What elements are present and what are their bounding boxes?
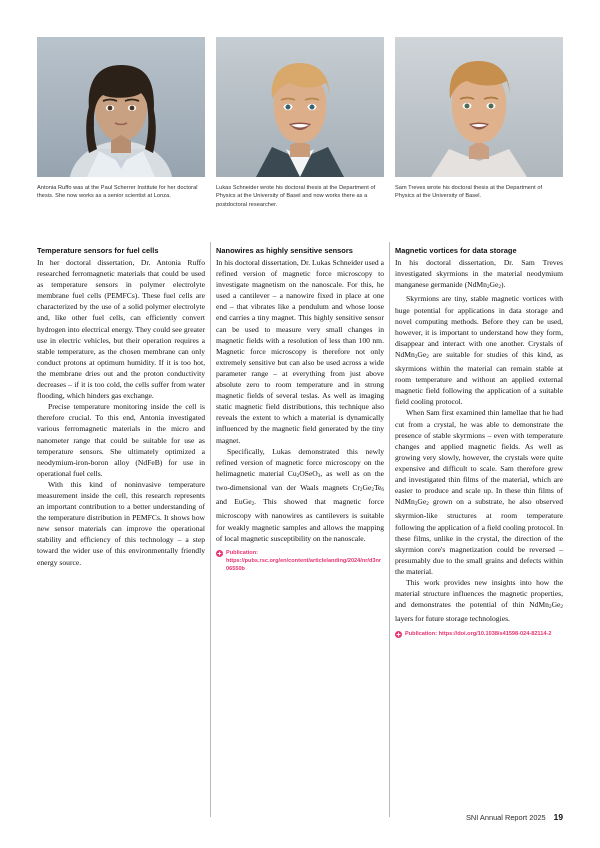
article-column-nanowires [216, 246, 384, 638]
article-paragraph: Skyrmions are tiny, stable magnetic vortices with huge potential for applications in data storage and novel computing methods. Before they can be used, however, it is important to understand how they form, disappear and interact with one another. Crystals of $NdMn_2Ge_2$ are suitable for studies of this kind, as skyrmions within the material can remain stable at room temperature and without an applied external magnetic field following the application of a suitable field cooling protocol. [395, 294, 563, 407]
page-footer [466, 812, 563, 822]
portrait-photo-lukas-schneider [216, 37, 384, 177]
photo-caption: Antonia Ruffo was at the Paul Scherrer Institute for her doctoral thesis. She now works as a senior scientist at Lonza. [37, 185, 198, 200]
article-heading: Magnetic vortices for data storage [395, 246, 517, 255]
article-paragraph: Specifically, Lukas demonstrated this newly refined version of magnetic force microscopy on the helimagnetic material $Cu_2OSeO_3$, as well as on the two-dimensional van der Waals magnets $Cr_2Ge_2Te_6$ and EuGe$_2$. This showed that magnetic force microscopy with nanowires as cantilevers is suitable for weakly magnetic samples and allows the mapping of local magnetic susceptibility on the nanoscale. [216, 446, 384, 543]
portrait-block-sam-treves [395, 37, 563, 209]
article-paragraph: In her doctoral dissertation, Dr. Antonia Ruffo researched ferromagnetic materials that could be used as temperature sensors in polymer electrolyte membrane fuel cells (PEMFCs). These fuel cells are characterized by the use of a solid polymer electrolyte and, like other fuel cells, can efficiently convert hydrogen into electrical energy. They could see greater use in electric vehicles, but their operation requires a stable temperature, as the chosen membrane can only conduct protons at optimum humidity. If it is too hot, the membrane dries out and the proton conductivity decreases – if it is too cold, the cells suffer from water flooding, which hinders gas exchange. [37, 258, 205, 401]
publication-link-nanowires[interactable] [216, 549, 384, 574]
portrait-photo-sam-treves [395, 37, 563, 177]
portrait-block-lukas-schneider [216, 37, 384, 209]
article-paragraph: This work provides new insights into how the material structure influences the magnetic properties, and demonstrates the potential of thin $NdMn_2Ge_2$ layers for future storage technologies. [395, 578, 563, 624]
article-paragraph: With this kind of noninvasive temperature measurement inside the cell, this research represents an important contribution to a better understanding of the temperature distribution in PEMFCs. It shows how new sensor materials can improve the operational stability and efficiency of this technology – a step toward the wider use of this environmentally friendly energy source. [37, 479, 205, 567]
photo-caption: Sam Treves wrote his doctoral thesis at the Department of Physics at the University of Basel. [395, 185, 543, 200]
plus-circle-icon [395, 631, 402, 638]
article-paragraph: In his doctoral dissertation, Dr. Lukas Schneider used a refined version of magnetic force microscopy to investigate magnetism on the nanoscale. For this, he used a cantilever – a nanowire fixed in place at one end – that vibrates like a pendulum and whose loose end carries a tiny magnet. This highly sensitive sensor can be used to measure very small changes in magnetic fields with a resolution of less than 100 nm. Magnetic force microscopy is therefore not only extremely sensitive but can also be used across a wide parameter range – at everything from just above absolute zero to room temperature and in strong magnetic fields of several teslas. As well as imaging static magnetic field distributions, this technique also reveals the extent to which a material is dynamically influenced by the magnetic field generated by the tiny magnet. [216, 258, 384, 445]
article-heading: Temperature sensors for fuel cells [37, 246, 159, 255]
article-column-magnetic-vortices [395, 246, 563, 638]
publication-link-magnetic-vortices[interactable] [395, 630, 563, 638]
photo-caption: Lukas Schneider wrote his doctoral thesis at the Department of Physics at the University of Basel and now works there as a postdoctoral researcher. [216, 185, 376, 208]
portrait-photo-row [37, 37, 563, 209]
article-heading: Nanowires as highly sensitive sensors [216, 246, 353, 255]
plus-circle-icon [216, 550, 223, 557]
publication-text[interactable]: Publication: https://doi.org/10.1038/s41598-024-82114-2 [405, 630, 552, 637]
publication-text[interactable]: Publication: https://pubs.rsc.org/en/content/articlelanding/2024/nr/d3nr06550b [226, 549, 382, 573]
portrait-block-antonia-ruffo [37, 37, 205, 209]
article-columns [37, 246, 563, 638]
footer-title: SNI Annual Report 2025 [465, 813, 546, 822]
article-paragraph: In his doctoral dissertation, Dr. Sam Treves investigated skyrmions in the material neodymium manganese germanide $(NdMn_2Ge_2)$. [395, 258, 563, 291]
portrait-photo-antonia-ruffo [37, 37, 205, 177]
article-column-temperature-sensors [37, 246, 205, 638]
article-paragraph: When Sam first examined thin lamellae that he had cut from a crystal, he was able to demonstrate the presence of stable skyrmions – even with temperature changes and applied magnetic fields. As well as growing very slowly, however, the crystals were quite expensive and difficult to scale. Sam therefore grew and investigated thin films of the material, which are easier to produce and scale up. In these thin films of $NdMn_2Ge_2$ grown on a substrate, he also observed skyrmion-like structures at room temperature following the application of a field cooling protocol. In these films, unlike in the crystal, the direction of the skyrmion core's magnetization could be reversed – presumably due to the small grains and defects within the material. [395, 408, 563, 576]
article-paragraph: Precise temperature monitoring inside the cell is therefore crucial. To this end, Antonia investigated various ferromagnetic materials in the micro and nanometer range that could be suitable for use as temperature sensors. She ultimately optimized a neodymium-iron-boron alloy (NdFeB) for use in operational fuel cells. [37, 402, 205, 478]
footer-page-number: 19 [553, 812, 563, 822]
